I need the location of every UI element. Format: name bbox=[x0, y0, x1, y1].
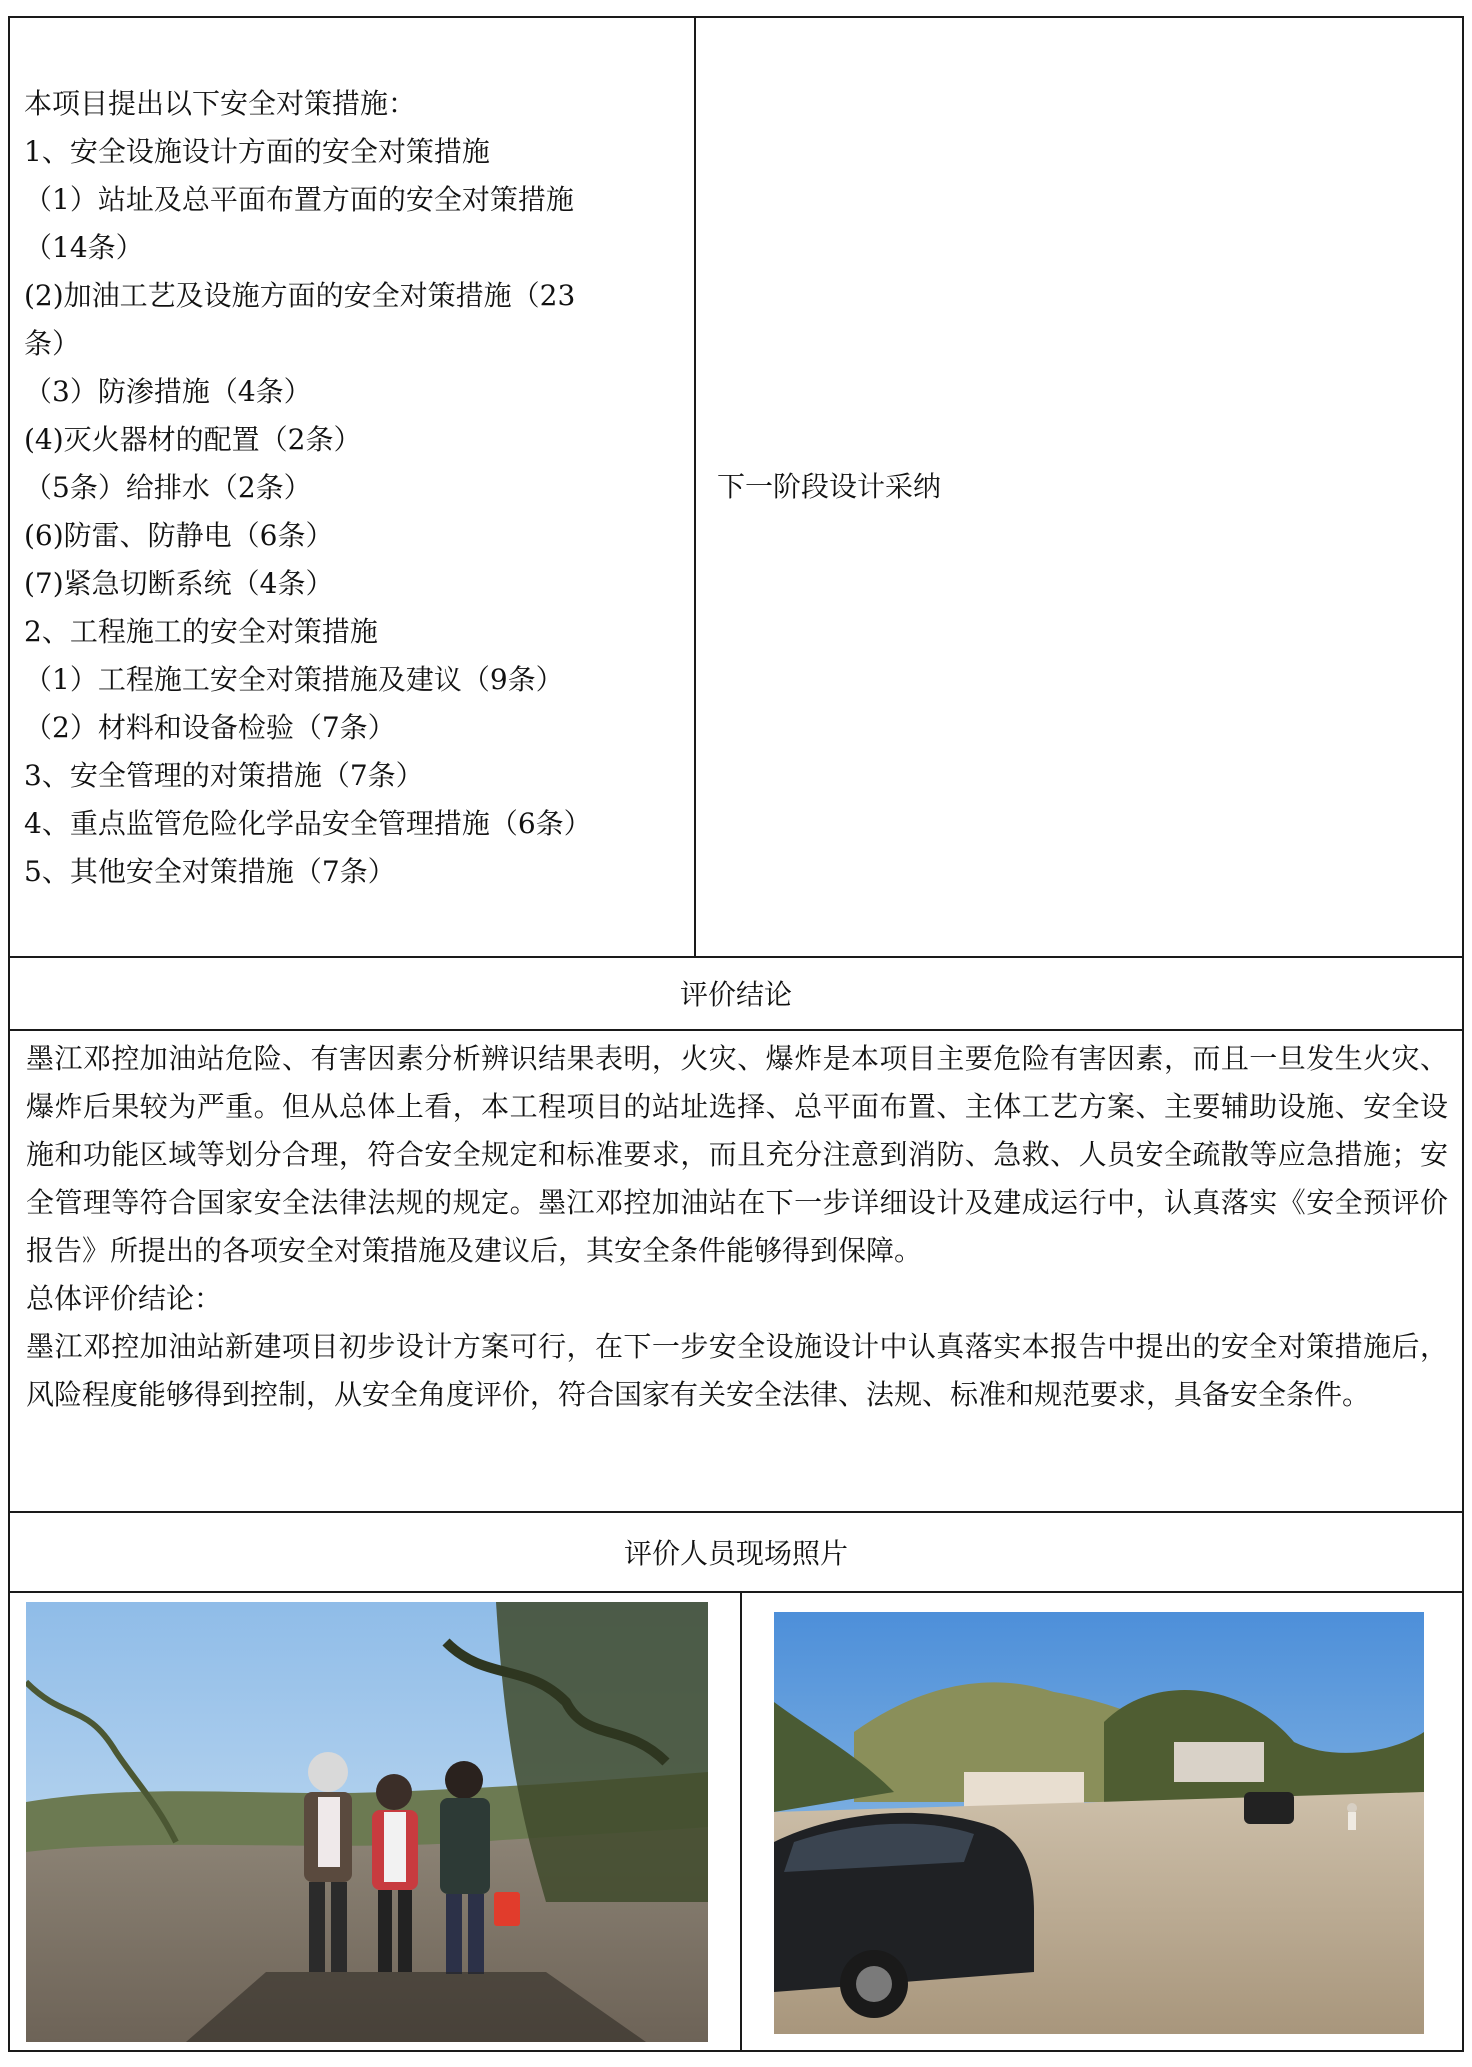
safety-measures-list bbox=[24, 80, 684, 896]
measure-item: (6)防雷、防静电（6条） bbox=[24, 519, 334, 552]
report-table bbox=[8, 16, 1464, 2052]
overall-conclusion-label: 总体评价结论： bbox=[26, 1282, 223, 1315]
measure-item: 1、安全设施设计方面的安全对策措施 bbox=[24, 135, 490, 168]
measure-item: (7)紧急切断系统（4条） bbox=[24, 567, 334, 600]
row-divider bbox=[10, 1511, 1462, 1513]
measure-item: (2)加油工艺及设施方面的安全对策措施（23 bbox=[24, 279, 576, 312]
measure-item: （1）工程施工安全对策措施及建议（9条） bbox=[24, 663, 564, 696]
photos-header: 评价人员现场照片 bbox=[623, 1537, 848, 1570]
conclusion-header: 评价结论 bbox=[679, 978, 792, 1011]
measures-intro: 本项目提出以下安全对策措施： bbox=[24, 87, 417, 120]
lot-photo-illustration bbox=[774, 1612, 1424, 2034]
measure-item: （14条） bbox=[24, 231, 144, 264]
row-divider bbox=[10, 1591, 1462, 1593]
measure-item: 2、工程施工的安全对策措施 bbox=[24, 615, 378, 648]
measure-item: （3）防渗措施（4条） bbox=[24, 375, 312, 408]
row-divider bbox=[10, 956, 1462, 958]
photo-column-divider bbox=[740, 1591, 742, 2052]
measure-item: （5条）给排水（2条） bbox=[24, 471, 312, 504]
measure-item: (4)灭火器材的配置（2条） bbox=[24, 423, 362, 456]
conclusion-paragraph: 墨江邓控加油站新建项目初步设计方案可行，在下一步安全设施设计中认真落实本报告中提出的安全对策措施后，风险程度能够得到控制，从安全角度评价，符合国家有关安全法律、法规、标准和规范要求，具备安全条件。 bbox=[26, 1330, 1448, 1411]
row-divider bbox=[10, 1029, 1462, 1031]
measure-item: （1）站址及总平面布置方面的安全对策措施 bbox=[24, 183, 574, 216]
measure-item: （2）材料和设备检验（7条） bbox=[24, 711, 396, 744]
measure-item: 条） bbox=[24, 327, 81, 360]
measure-item: 4、重点监管危险化学品安全管理措施（6条） bbox=[24, 807, 592, 840]
conclusion-paragraph: 墨江邓控加油站危险、有害因素分析辨识结果表明，火灾、爆炸是本项目主要危险有害因素，而且一旦发生火灾、爆炸后果较为严重。但从总体上看，本工程项目的站址选择、总平面布置、主体工艺方案、主要辅助设施、安全设施和功能区域等划分合理，符合安全规定和标准要求，而且充分注意到消防、急救、人员安全疏散等应急措施；安全管理等符合国家安全法律法规的规定。墨江邓控加油站在下一步详细设计及建成运行中，认真落实《安全预评价报告》所提出的各项安全对策措施及建议后，其安全条件能够得到保障。 bbox=[26, 1042, 1448, 1267]
people-photo-illustration bbox=[26, 1602, 708, 2042]
adoption-status: 下一阶段设计采纳 bbox=[717, 470, 942, 503]
site-photo-gas-station-lot bbox=[774, 1612, 1424, 2034]
conclusion-body bbox=[26, 1035, 1448, 1419]
measure-item: 5、其他安全对策措施（7条） bbox=[24, 855, 396, 888]
column-divider bbox=[694, 18, 696, 956]
site-photo-people bbox=[26, 1602, 708, 2042]
measure-item: 3、安全管理的对策措施（7条） bbox=[24, 759, 424, 792]
